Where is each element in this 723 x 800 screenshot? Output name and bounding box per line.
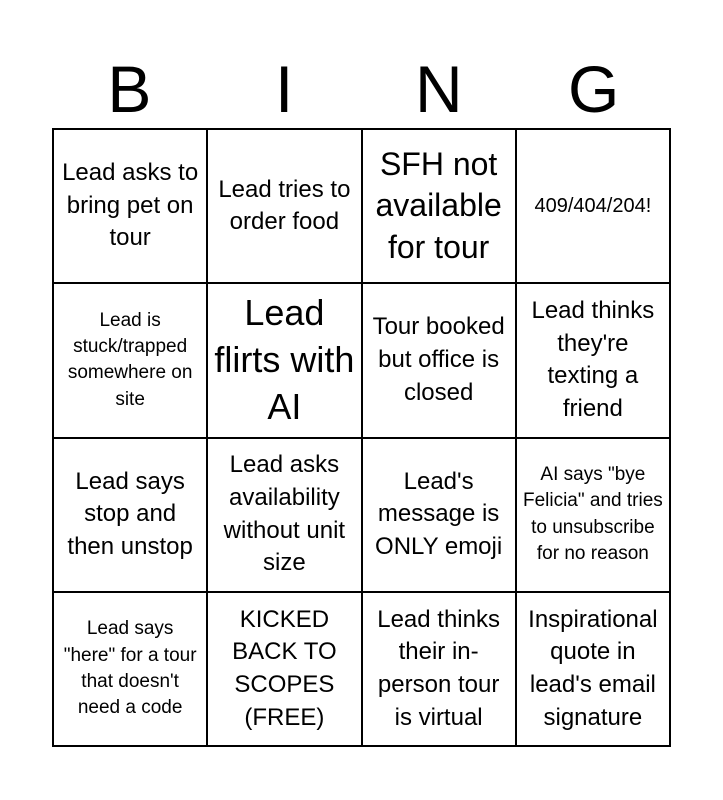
cell-text: Lead is stuck/trapped somewhere on site: [67, 309, 193, 410]
cell-text: Lead says stop and then unstop: [67, 467, 193, 560]
cell-text: 409/404/204!: [534, 195, 652, 218]
bingo-cell-15[interactable]: [362, 592, 516, 746]
bingo-cell-10[interactable]: [207, 438, 361, 592]
cell-text: Lead asks availability without unit size: [223, 451, 346, 577]
cell-text: KICKED BACK TO SCOPES (FREE): [232, 605, 337, 731]
bingo-cell-9[interactable]: [53, 438, 207, 592]
cell-text: AI says "bye Felicia" and tries to unsubscribe for no reason: [522, 464, 663, 564]
cell-text: Lead asks to bring pet on tour: [62, 159, 199, 252]
header-letter-b: B: [107, 52, 152, 126]
cell-text: Lead says "here" for a tour that doesn't need a code: [63, 618, 197, 719]
cell-text: Lead's message is ONLY emoji: [375, 467, 503, 560]
bingo-cell-14[interactable]: [207, 592, 361, 746]
bingo-board: [52, 128, 671, 747]
bingo-cell-2[interactable]: [207, 129, 361, 283]
bingo-cell-7[interactable]: [362, 283, 516, 437]
cell-text: Lead flirts with AI: [214, 292, 355, 427]
bingo-cell-3[interactable]: [362, 129, 516, 283]
cell-text: SFH not available for tour: [375, 145, 502, 265]
header-letter-i: I: [274, 52, 294, 126]
bingo-cell-11[interactable]: [362, 438, 516, 592]
bingo-header: [52, 52, 671, 126]
header-letter-g: G: [567, 52, 620, 126]
bingo-cell-1[interactable]: [53, 129, 207, 283]
bingo-cell-4[interactable]: [516, 129, 670, 283]
bingo-cell-5[interactable]: [53, 283, 207, 437]
cell-text: Lead thinks they're texting a friend: [531, 297, 655, 422]
bingo-cell-8[interactable]: [516, 283, 670, 437]
cell-text: Lead tries to order food: [218, 175, 351, 236]
bingo-cell-12[interactable]: [516, 438, 670, 592]
bingo-cell-6[interactable]: [207, 283, 361, 437]
bingo-cell-16[interactable]: [516, 592, 670, 746]
header-letter-n: N: [415, 52, 463, 126]
bingo-cell-13[interactable]: [53, 592, 207, 746]
cell-text: Tour booked but office is closed: [372, 313, 505, 406]
cell-text: Inspirational quote in lead's email signature: [528, 605, 658, 731]
cell-text: Lead thinks their in-person tour is virtual: [377, 605, 500, 731]
